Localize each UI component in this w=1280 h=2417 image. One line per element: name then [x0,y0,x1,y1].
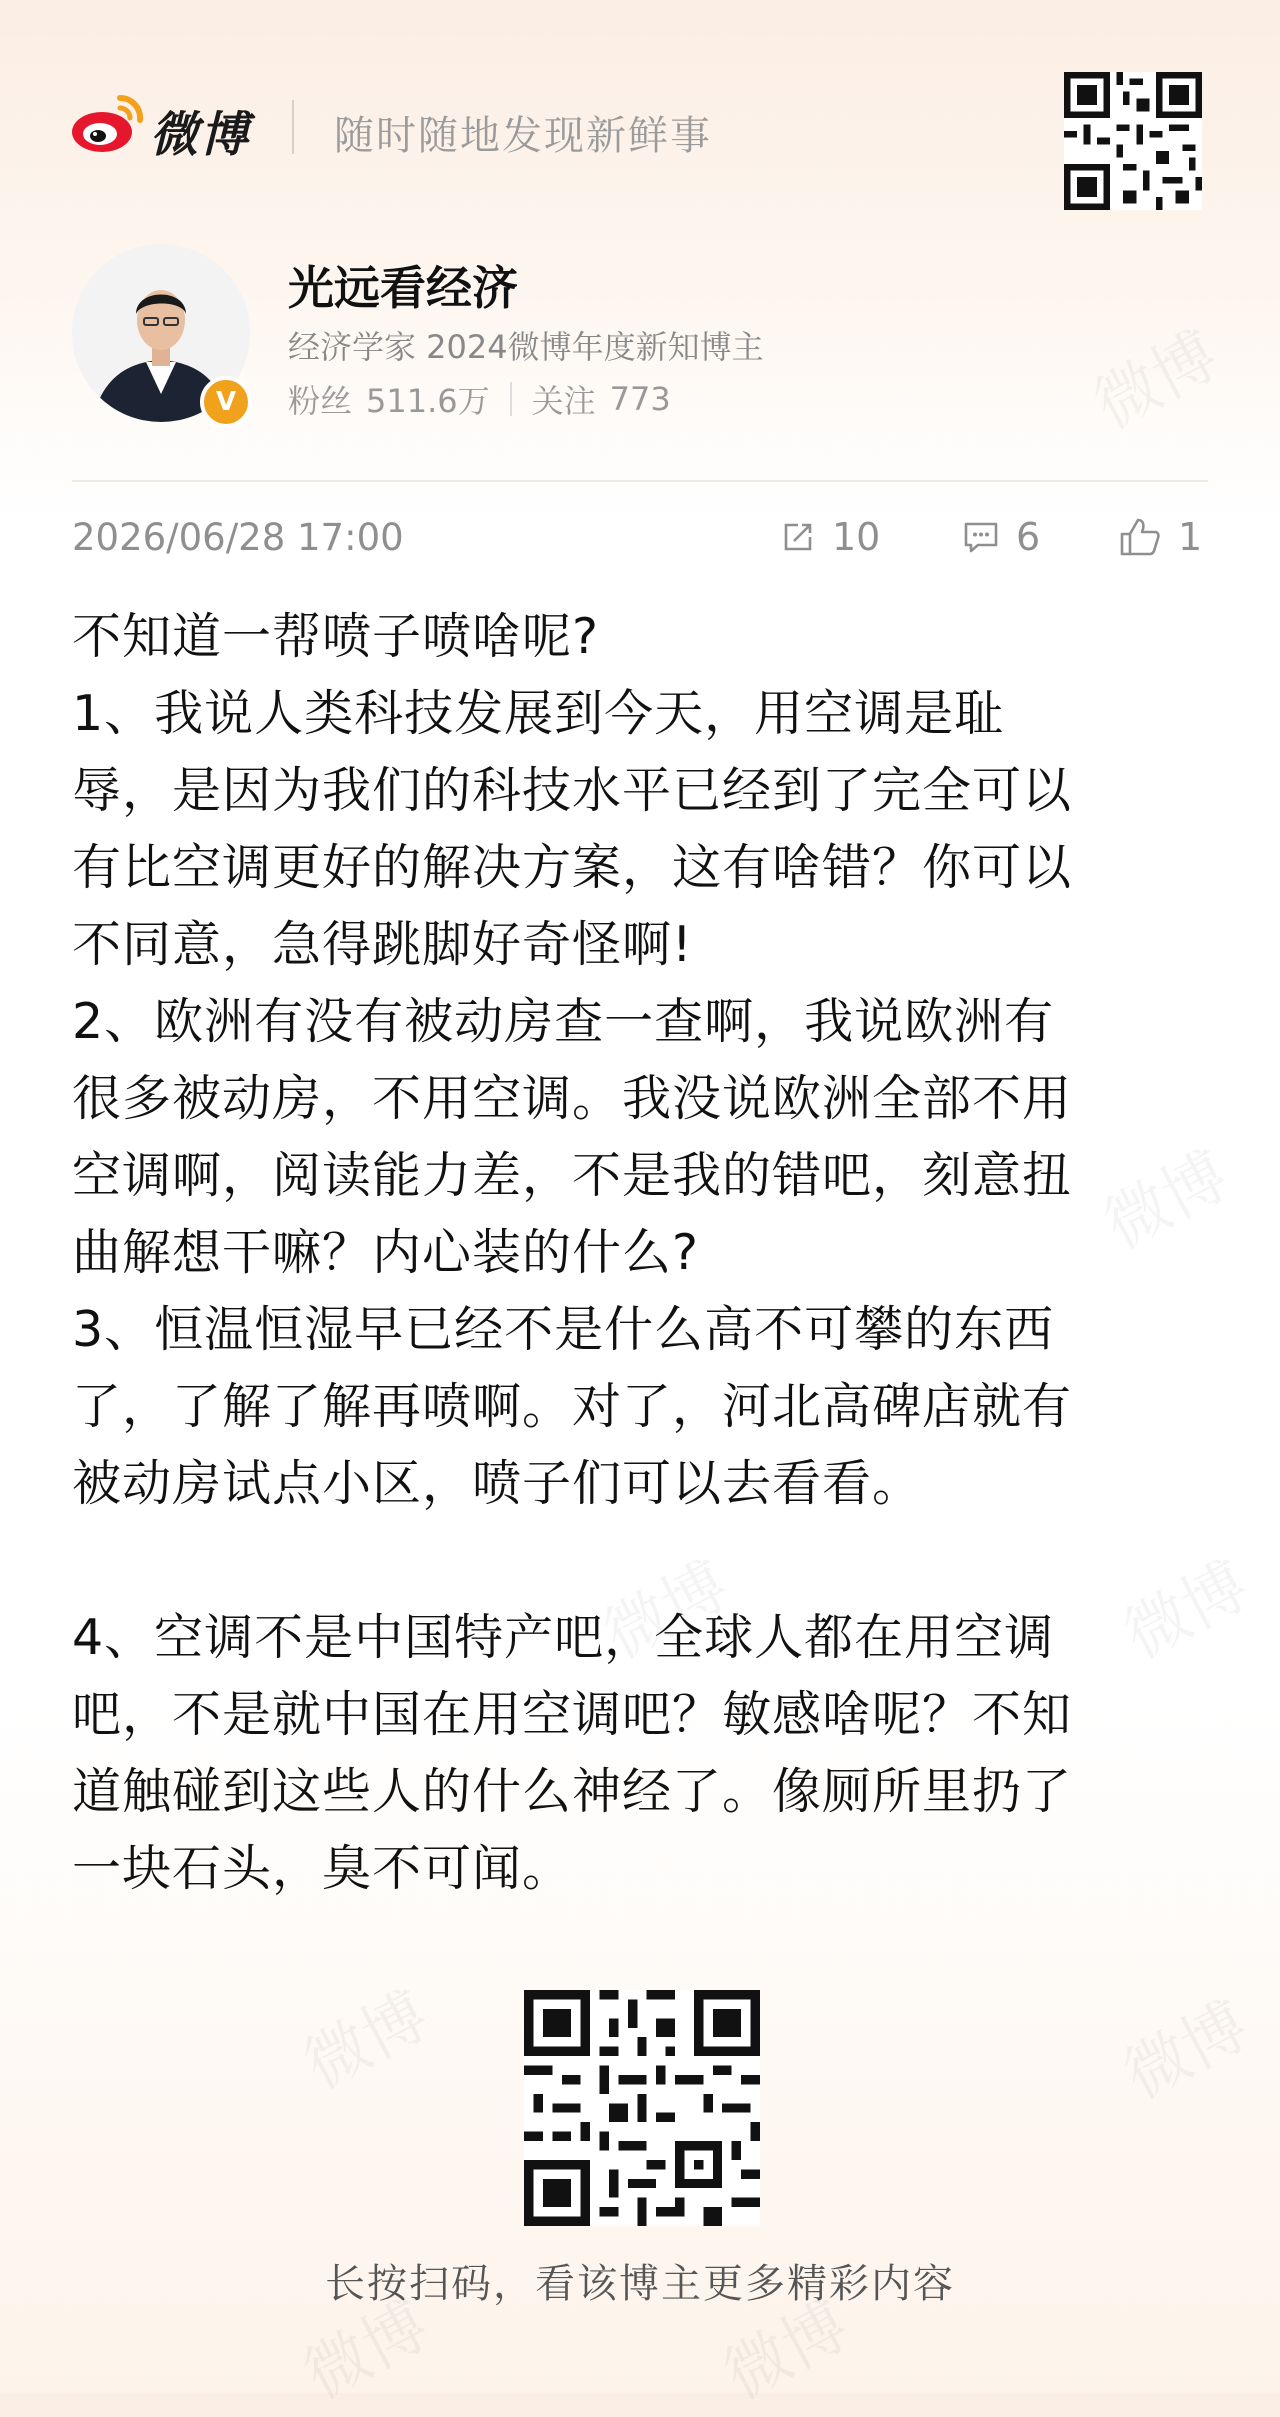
paragraph-spacer [72,1522,1212,1599]
header-slogan: 随时随地发现新鲜事 [334,113,712,159]
post-line: 道触碰到这些人的什么神经了。像厕所里扔了 [72,1763,1073,1820]
weibo-logo-icon[interactable] [68,92,146,154]
post-line: 有比空调更好的解决方案，这有啥错？你可以 [72,839,1073,896]
like-icon [1118,517,1162,557]
watermark [1076,305,1232,446]
repost-count: 10 [832,515,881,559]
post-line: 3、恒温恒湿早已经不是什么高不可攀的东西 [72,1301,1055,1358]
followers-count: 511.6万 [366,382,490,420]
following-count: 773 [609,380,671,418]
post-line: 1、我说人类科技发展到今天，用空调是耻 [72,685,1005,742]
post-line: 很多被动房，不用空调。我没说欧洲全部不用 [72,1070,1073,1127]
watermark [1106,1975,1262,2116]
following-label: 关注 [531,382,596,420]
post-content [72,598,1212,1907]
app-header [0,0,1280,250]
footer-scan-hint: 长按扫码，看该博主更多精彩内容 [325,2261,955,2307]
profile-divider [72,480,1208,482]
repost-button[interactable] [780,512,880,562]
post-line: 吧，不是就中国在用空调吧？敏感啥呢？不知 [72,1686,1073,1743]
weibo-logo-text: 微博 [150,107,251,163]
qr-code-icon[interactable] [524,1990,760,2226]
followers-label: 粉丝 [288,382,353,420]
verified-badge-icon: V [200,376,252,428]
stats-divider [510,382,512,416]
post-datetime: 2026/06/28 17:00 [72,516,404,559]
post-line: 4、空调不是中国特产吧，全球人都在用空调 [72,1609,1055,1666]
like-count: 1 [1178,515,1203,559]
comment-icon [962,519,1000,555]
comment-button[interactable] [962,512,1040,562]
post-line: 不知道一帮喷子喷啥呢? [72,608,600,665]
header-divider [292,100,294,154]
profile-name[interactable]: 光远看经济 [288,261,518,315]
post-line: 2、欧洲有没有被动房查一查啊，我说欧洲有 [72,993,1055,1050]
repost-icon [780,519,816,555]
profile-title: 经济学家 2024微博年度新知博主 [288,328,764,366]
post-line: 空调啊，阅读能力差，不是我的错吧，刻意扭 [72,1147,1073,1204]
comment-count: 6 [1016,515,1041,559]
profile-stats [288,376,671,422]
like-button[interactable] [1118,512,1202,562]
post-line: 曲解想干嘛？内心装的什么? [72,1224,700,1281]
qr-code-icon[interactable] [1064,72,1202,210]
post-line: 一块石头，臭不可闻。 [72,1840,573,1897]
post-line: 辱，是因为我们的科技水平已经到了完全可以 [72,762,1073,819]
watermark [286,1965,442,2106]
post-line: 被动房试点小区，喷子们可以去看看。 [72,1455,923,1512]
post-line: 了，了解了解再喷啊。对了，河北高碑店就有 [72,1378,1073,1435]
post-line: 不同意，急得跳脚好奇怪啊! [72,916,693,973]
